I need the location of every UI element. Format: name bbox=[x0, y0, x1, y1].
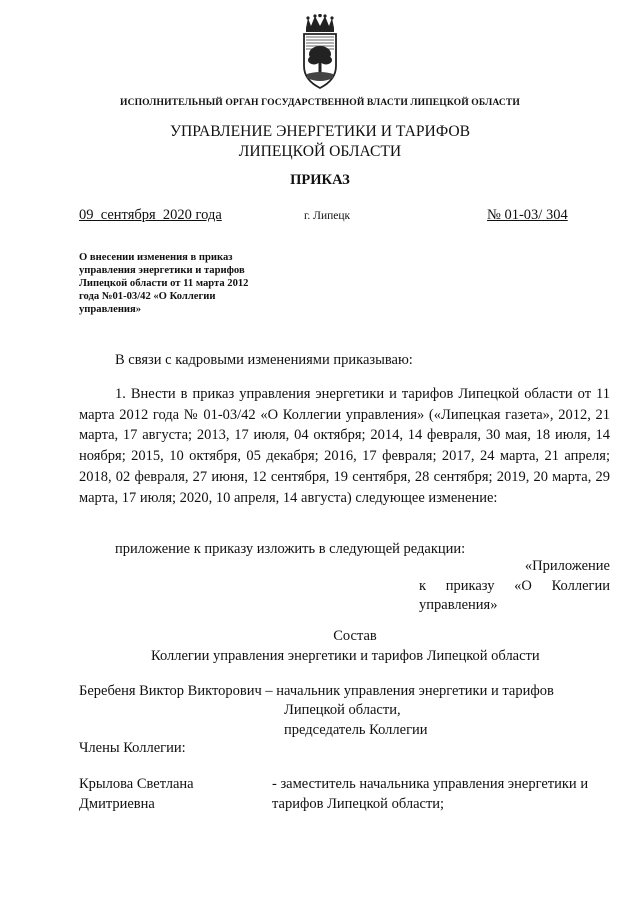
member-role-line-2: тарифов Липецкой области; bbox=[272, 795, 445, 812]
appendix-line-2 bbox=[419, 577, 610, 597]
member-name-line-2: Дмитриевна bbox=[79, 795, 155, 812]
composition-heading: Состав bbox=[333, 628, 377, 644]
order-city: г. Липецк bbox=[304, 210, 351, 222]
subject-line: года №01-03/42 «О Коллегии bbox=[79, 291, 216, 302]
subject-line: управления энергетики и тарифов bbox=[79, 265, 245, 276]
item-2-paragraph: приложение к приказу изложить в следующей редакции: bbox=[115, 541, 466, 557]
appendix-word: «О bbox=[514, 577, 532, 594]
subject-line: О внесении изменения в приказ bbox=[79, 252, 233, 263]
member-role-line-1: - заместитель начальника управления энергетики и bbox=[272, 776, 589, 792]
member-name bbox=[79, 775, 194, 814]
order-date: 09 сентября 2020 года bbox=[79, 207, 222, 223]
appendix-line-1: «Приложение bbox=[524, 558, 610, 574]
appendix-word: Коллегии bbox=[551, 577, 610, 594]
appendix-line-3: управления» bbox=[419, 597, 498, 613]
subject-line: Липецкой области от 11 марта 2012 bbox=[79, 278, 249, 289]
intro-paragraph: В связи с кадровыми изменениями приказываю: bbox=[115, 352, 413, 368]
member-role bbox=[272, 775, 588, 814]
member-name-line-1: Крылова Светлана bbox=[79, 776, 194, 792]
appendix-word: приказу bbox=[445, 577, 495, 594]
authority-name: ИСПОЛНИТЕЛЬНЫЙ ОРГАН ГОСУДАРСТВЕННОЙ ВЛАСТИ ЛИПЕЦКОЙ ОБЛАСТИ bbox=[120, 97, 520, 108]
chair-role bbox=[284, 701, 428, 740]
department-line-1: УПРАВЛЕНИЕ ЭНЕРГЕТИКИ И ТАРИФОВ bbox=[169, 123, 470, 140]
department-name bbox=[0, 122, 640, 162]
item-1-paragraph: 1. Внести в приказ управления энергетики и тарифов Липецкой области от 11 марта 2012 года № 01-03/42 «О Коллегии управления» («Липецкая газета», 2012, 21 марта, 17 августа; 2013, 17 июля, 04 октября; 2014, 14 февраля, 30 мая, 18 июля, 14 ноября; 2015, 10 октября, 05 декабря; 2016, 17 февраля; 2017, 24 марта, 21 апреля; 2018, 02 февраля, 27 июня, 12 сентября, 19 сентября, 28 сентября; 2019, 20 марта, 29 марта, 17 июля; 2020, 10 апреля, 14 августа) следующее изменение: bbox=[79, 386, 610, 506]
composition-subheading: Коллегии управления энергетики и тарифов Липецкой области bbox=[151, 648, 540, 664]
order-number: № 01-03/ 304 bbox=[487, 207, 568, 223]
members-label: Члены Коллегии: bbox=[79, 740, 186, 756]
order-subject bbox=[79, 251, 289, 316]
subject-line: управления» bbox=[79, 304, 142, 315]
document-type: ПРИКАЗ bbox=[290, 172, 350, 188]
appendix-word: к bbox=[419, 577, 427, 594]
chair-role-line-2: Липецкой области, bbox=[284, 702, 401, 718]
chair-role-line-3: председатель Коллегии bbox=[284, 721, 428, 738]
appendix-reference bbox=[419, 557, 610, 616]
chair-line: Беребеня Виктор Викторович – начальник управления энергетики и тарифов bbox=[79, 683, 554, 699]
coat-of-arms-icon bbox=[297, 14, 343, 97]
department-line-2: ЛИПЕЦКОЙ ОБЛАСТИ bbox=[238, 143, 402, 160]
